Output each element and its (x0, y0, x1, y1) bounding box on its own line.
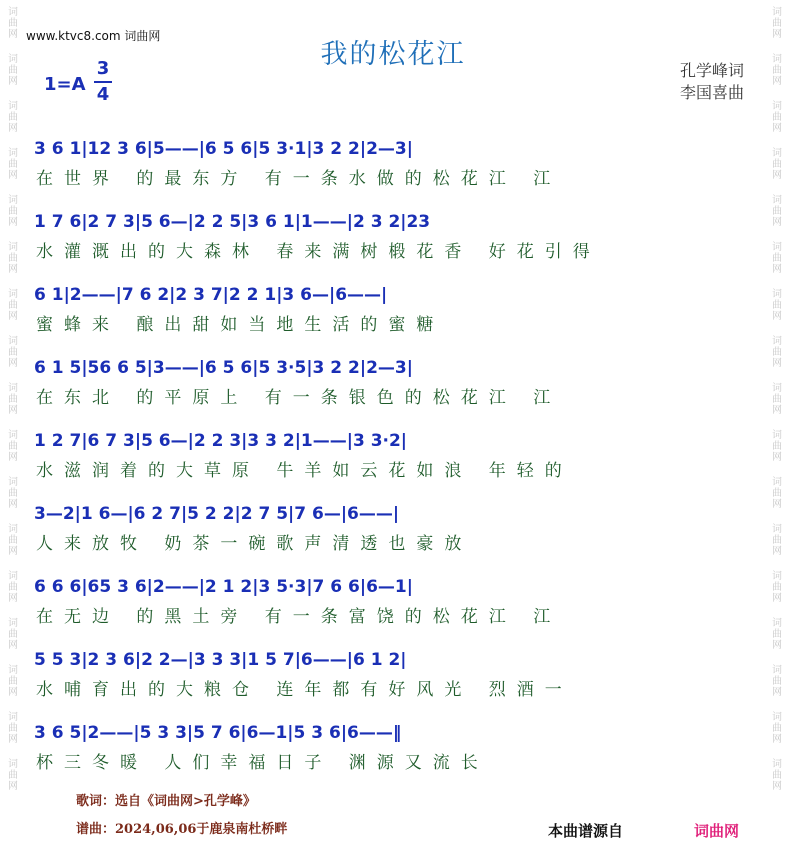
time-signature (94, 58, 112, 106)
score-line (34, 134, 752, 190)
score-line (34, 718, 752, 774)
time-signature-bottom: 4 (96, 84, 110, 105)
score-line (34, 499, 752, 555)
notes-row: 3—2|1 6—|6 2 7|5 2 2|2 7 5|7 6—|6——| (34, 504, 400, 524)
lyrics-row: 杯三冬暖 人们幸福日子 渊源又流长 (36, 753, 489, 773)
lyrics-row: 水哺育出的大粮仓 连年都有好风光 烈酒一 (36, 680, 573, 700)
score-source: 谱曲：2024,06,06于鹿泉南杜桥畔 (76, 822, 288, 837)
lyrics-row: 水滋润着的大草原 牛羊如云花如浪 年轻的 (36, 461, 573, 481)
notes-row: 5 5 3|2 3 6|2 2—|3 3 3|1 5 7|6——|6 1 2| (34, 650, 407, 670)
watermark-left: 词曲网 词曲网 词曲网 词曲网 词曲网 词曲网 词曲网 词曲网 词曲网 词曲网 词曲网 词曲网 词曲网 词曲网 词曲网 词曲网 词曲网 (5, 6, 17, 791)
score-line (34, 353, 752, 409)
notes-row: 6 1 5|56 6 5|3——|6 5 6|5 3·5|3 2 2|2—3| (34, 358, 413, 378)
score-line (34, 426, 752, 482)
lyrics-row: 在无边 的黑土旁 有一条富饶的松花江 江 (36, 607, 562, 627)
lyrics-source: 歌词：选自《词曲网>孔学峰》 (76, 794, 256, 809)
site-logo[interactable]: 词曲网 (694, 822, 740, 840)
composer: 李国喜曲 (679, 83, 744, 102)
notes-row: 1 7 6|2 7 3|5 6—|2 2 5|3 6 1|1——|2 3 2|23 (34, 212, 431, 232)
notes-row: 3 6 1|12 3 6|5——|6 5 6|5 3·1|3 2 2|2—3| (34, 139, 413, 159)
notes-row: 6 6 6|65 3 6|2——|2 1 2|3 5·3|7 6 6|6—1| (34, 577, 413, 597)
lyrics-row: 在东北 的平原上 有一条银色的松花江 江 (36, 388, 562, 408)
lyrics-row: 在世界 的最东方 有一条水做的松花江 江 (36, 169, 562, 189)
time-signature-top: 3 (96, 58, 110, 79)
lyrics-row: 蜜蜂来 酿出甜如当地生活的蜜糖 (36, 315, 445, 335)
score-line (34, 280, 752, 336)
song-title: 我的松花江 (320, 39, 466, 70)
key-signature: 1=A (44, 74, 86, 95)
lyrics-row: 水灌溉出的大森林 春来满树椴花香 好花引得 (36, 242, 601, 262)
lyricist: 孔学峰词 (679, 61, 744, 80)
score-line (34, 572, 752, 628)
credits (680, 60, 744, 104)
site-url[interactable]: www.ktvc8.com 词曲网 (26, 29, 161, 43)
score-line (34, 207, 752, 263)
notes-row: 3 6 5|2——|5 3 3|5 7 6|6—1|5 3 6|6——‖ (34, 723, 402, 743)
watermark-right: 词曲网 词曲网 词曲网 词曲网 词曲网 词曲网 词曲网 词曲网 词曲网 词曲网 词曲网 词曲网 词曲网 词曲网 词曲网 词曲网 词曲网 (769, 6, 781, 791)
notes-row: 6 1|2——|7 6 2|2 3 7|2 2 1|3 6—|6——| (34, 285, 388, 305)
source-note: 本曲谱源自 (548, 822, 624, 840)
score-line (34, 645, 752, 701)
notes-row: 1 2 7|6 7 3|5 6—|2 2 3|3 3 2|1——|3 3·2| (34, 431, 408, 451)
lyrics-row: 人来放牧 奶茶一碗歌声清透也豪放 (36, 534, 473, 554)
